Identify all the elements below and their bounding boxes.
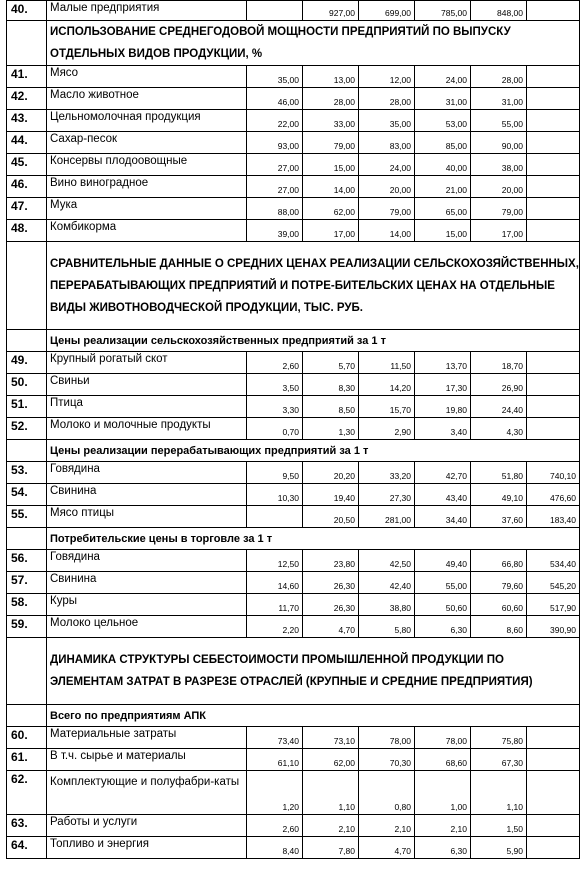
row-label: Вино виноградное	[47, 176, 247, 198]
value-cell: 26,90	[471, 374, 527, 396]
value-cell: 85,00	[415, 132, 471, 154]
value-cell: 14,00	[303, 176, 359, 198]
value-cell: 17,00	[303, 220, 359, 242]
value-cell: 2,10	[303, 815, 359, 837]
row-label: Материальные затраты	[47, 727, 247, 749]
subsection-heading: Цены реализации перерабатывающих предприятий за 1 т	[47, 440, 580, 462]
value-cell: 6,30	[415, 616, 471, 638]
value-cell: 35,00	[359, 110, 415, 132]
value-cell: 53,00	[415, 110, 471, 132]
table-row	[7, 154, 580, 176]
section-header-row	[7, 638, 580, 705]
table-row	[7, 110, 580, 132]
table-row	[7, 352, 580, 374]
value-cell: 4,30	[471, 418, 527, 440]
value-cell: 24,00	[359, 154, 415, 176]
table-row	[7, 572, 580, 594]
value-cell: 19,40	[303, 484, 359, 506]
row-number: 46.	[7, 176, 47, 198]
value-cell: 61,10	[247, 749, 303, 771]
value-cell: 1,10	[471, 771, 527, 815]
value-cell	[527, 396, 580, 418]
value-cell: 2,20	[247, 616, 303, 638]
value-cell: 281,00	[359, 506, 415, 528]
value-cell: 11,50	[359, 352, 415, 374]
table-row	[7, 727, 580, 749]
value-cell: 2,60	[247, 352, 303, 374]
section-header-row	[7, 242, 580, 330]
row-label: Сахар-песок	[47, 132, 247, 154]
row-label: Говядина	[47, 462, 247, 484]
table-row	[7, 749, 580, 771]
value-cell: 18,70	[471, 352, 527, 374]
row-number: 62.	[7, 771, 47, 815]
subsection-heading: Потребительские цены в торговле за 1 т	[47, 528, 580, 550]
row-label: Молоко цельное	[47, 616, 247, 638]
section-heading: ИСПОЛЬЗОВАНИЕ СРЕДНЕГОДОВОЙ МОЩНОСТИ ПРЕДПРИЯТИЙ ПО ВЫПУСКУ ОТДЕЛЬНЫХ ВИДОВ ПРОДУКЦИИ, %	[47, 21, 580, 66]
value-cell: 49,10	[471, 484, 527, 506]
table-row	[7, 132, 580, 154]
value-cell: 55,00	[471, 110, 527, 132]
value-cell: 51,80	[471, 462, 527, 484]
value-cell: 4,70	[303, 616, 359, 638]
value-cell	[527, 198, 580, 220]
row-number: 41.	[7, 66, 47, 88]
row-label: Свиньи	[47, 374, 247, 396]
value-cell	[247, 506, 303, 528]
row-label: Комплектующие и полуфабри-каты	[47, 771, 247, 815]
value-cell: 17,00	[471, 220, 527, 242]
value-cell: 20,00	[359, 176, 415, 198]
table-row	[7, 837, 580, 859]
value-cell: 15,70	[359, 396, 415, 418]
row-number: 61.	[7, 749, 47, 771]
value-cell	[527, 749, 580, 771]
row-label: Малые предприятия	[47, 1, 247, 21]
row-number: 51.	[7, 396, 47, 418]
value-cell: 785,00	[415, 1, 471, 21]
row-number: 64.	[7, 837, 47, 859]
value-cell: 24,40	[471, 396, 527, 418]
row-number: 47.	[7, 198, 47, 220]
blank-cell	[7, 705, 47, 727]
value-cell: 3,50	[247, 374, 303, 396]
value-cell: 15,00	[415, 220, 471, 242]
value-cell: 12,00	[359, 66, 415, 88]
value-cell: 38,80	[359, 594, 415, 616]
value-cell: 79,00	[359, 198, 415, 220]
value-cell	[527, 727, 580, 749]
value-cell: 517,90	[527, 594, 580, 616]
value-cell	[527, 132, 580, 154]
value-cell: 20,50	[303, 506, 359, 528]
row-number: 58.	[7, 594, 47, 616]
value-cell: 33,00	[303, 110, 359, 132]
value-cell: 11,70	[247, 594, 303, 616]
value-cell: 1,00	[415, 771, 471, 815]
value-cell: 12,50	[247, 550, 303, 572]
section-header-row	[7, 21, 580, 66]
value-cell: 60,60	[471, 594, 527, 616]
value-cell	[527, 352, 580, 374]
row-label: Куры	[47, 594, 247, 616]
value-cell	[527, 418, 580, 440]
subsection-header-row	[7, 705, 580, 727]
value-cell: 93,00	[247, 132, 303, 154]
row-label: Комбикорма	[47, 220, 247, 242]
row-number: 45.	[7, 154, 47, 176]
table-row	[7, 462, 580, 484]
table-row	[7, 418, 580, 440]
value-cell: 14,00	[359, 220, 415, 242]
row-number: 57.	[7, 572, 47, 594]
table-row	[7, 220, 580, 242]
value-cell	[527, 88, 580, 110]
value-cell: 8,60	[471, 616, 527, 638]
row-number: 43.	[7, 110, 47, 132]
value-cell: 66,80	[471, 550, 527, 572]
subsection-heading: Всего по предприятиям АПК	[47, 705, 580, 727]
value-cell: 20,20	[303, 462, 359, 484]
subsection-heading: Цены реализации сельскохозяйственных предприятий за 1 т	[47, 330, 580, 352]
row-label: Работы и услуги	[47, 815, 247, 837]
value-cell: 1,30	[303, 418, 359, 440]
value-cell: 79,00	[303, 132, 359, 154]
value-cell: 2,10	[359, 815, 415, 837]
value-cell: 90,00	[471, 132, 527, 154]
value-cell: 476,60	[527, 484, 580, 506]
value-cell: 740,10	[527, 462, 580, 484]
value-cell: 83,00	[359, 132, 415, 154]
row-label: Мясо	[47, 66, 247, 88]
row-label: В т.ч. сырье и материалы	[47, 749, 247, 771]
value-cell: 34,40	[415, 506, 471, 528]
table-row	[7, 374, 580, 396]
value-cell	[247, 1, 303, 21]
value-cell	[527, 837, 580, 859]
value-cell: 8,50	[303, 396, 359, 418]
value-cell: 40,00	[415, 154, 471, 176]
row-number: 44.	[7, 132, 47, 154]
value-cell: 15,00	[303, 154, 359, 176]
value-cell: 27,00	[247, 154, 303, 176]
value-cell: 70,30	[359, 749, 415, 771]
value-cell: 62,00	[303, 198, 359, 220]
value-cell: 4,70	[359, 837, 415, 859]
table-row	[7, 616, 580, 638]
table-row	[7, 198, 580, 220]
value-cell: 33,20	[359, 462, 415, 484]
blank-cell	[7, 440, 47, 462]
row-label: Мука	[47, 198, 247, 220]
blank-cell	[7, 21, 47, 66]
value-cell: 68,60	[415, 749, 471, 771]
blank-cell	[7, 528, 47, 550]
value-cell: 23,80	[303, 550, 359, 572]
value-cell: 24,00	[415, 66, 471, 88]
value-cell: 28,00	[303, 88, 359, 110]
subsection-header-row	[7, 440, 580, 462]
value-cell: 1,50	[471, 815, 527, 837]
value-cell: 55,00	[415, 572, 471, 594]
table-row	[7, 176, 580, 198]
value-cell: 17,30	[415, 374, 471, 396]
row-number: 52.	[7, 418, 47, 440]
value-cell: 9,50	[247, 462, 303, 484]
value-cell: 73,10	[303, 727, 359, 749]
value-cell: 79,00	[471, 198, 527, 220]
row-number: 55.	[7, 506, 47, 528]
value-cell: 13,70	[415, 352, 471, 374]
value-cell: 39,00	[247, 220, 303, 242]
value-cell: 50,60	[415, 594, 471, 616]
value-cell	[527, 374, 580, 396]
value-cell: 28,00	[471, 66, 527, 88]
value-cell: 42,40	[359, 572, 415, 594]
value-cell: 848,00	[471, 1, 527, 21]
value-cell	[527, 154, 580, 176]
table-row	[7, 396, 580, 418]
value-cell: 5,70	[303, 352, 359, 374]
value-cell	[527, 771, 580, 815]
row-label: Масло животное	[47, 88, 247, 110]
value-cell: 78,00	[415, 727, 471, 749]
value-cell: 35,00	[247, 66, 303, 88]
row-label: Говядина	[47, 550, 247, 572]
value-cell: 1,10	[303, 771, 359, 815]
blank-cell	[7, 330, 47, 352]
subsection-header-row	[7, 330, 580, 352]
value-cell: 73,40	[247, 727, 303, 749]
row-label: Птица	[47, 396, 247, 418]
table-row	[7, 594, 580, 616]
value-cell: 927,00	[303, 1, 359, 21]
value-cell: 27,30	[359, 484, 415, 506]
table-row	[7, 66, 580, 88]
subsection-header-row	[7, 528, 580, 550]
blank-cell	[7, 242, 47, 330]
row-label: Молоко и молочные продукты	[47, 418, 247, 440]
value-cell: 19,80	[415, 396, 471, 418]
value-cell: 42,50	[359, 550, 415, 572]
table-row	[7, 815, 580, 837]
table-row	[7, 550, 580, 572]
value-cell: 5,80	[359, 616, 415, 638]
row-label: Свинина	[47, 484, 247, 506]
row-number: 63.	[7, 815, 47, 837]
value-cell: 5,90	[471, 837, 527, 859]
value-cell: 183,40	[527, 506, 580, 528]
value-cell: 75,80	[471, 727, 527, 749]
value-cell: 10,30	[247, 484, 303, 506]
table-row	[7, 88, 580, 110]
value-cell: 26,30	[303, 572, 359, 594]
statistics-table	[6, 0, 580, 859]
row-number: 48.	[7, 220, 47, 242]
value-cell: 545,20	[527, 572, 580, 594]
value-cell	[527, 220, 580, 242]
value-cell	[527, 1, 580, 21]
value-cell: 42,70	[415, 462, 471, 484]
value-cell: 46,00	[247, 88, 303, 110]
row-number: 53.	[7, 462, 47, 484]
value-cell: 67,30	[471, 749, 527, 771]
value-cell: 3,40	[415, 418, 471, 440]
value-cell: 699,00	[359, 1, 415, 21]
value-cell	[527, 176, 580, 198]
row-label: Свинина	[47, 572, 247, 594]
value-cell: 0,80	[359, 771, 415, 815]
value-cell: 2,60	[247, 815, 303, 837]
value-cell: 13,00	[303, 66, 359, 88]
value-cell	[527, 66, 580, 88]
value-cell: 43,40	[415, 484, 471, 506]
value-cell: 26,30	[303, 594, 359, 616]
value-cell: 2,90	[359, 418, 415, 440]
value-cell: 65,00	[415, 198, 471, 220]
row-label: Крупный рогатый скот	[47, 352, 247, 374]
value-cell: 78,00	[359, 727, 415, 749]
section-heading: ДИНАМИКА СТРУКТУРЫ СЕБЕСТОИМОСТИ ПРОМЫШЛЕННОЙ ПРОДУКЦИИ ПО ЭЛЕМЕНТАМ ЗАТРАТ В РАЗРЕЗЕ ОТРАСЛЕЙ (КРУПНЫЕ И СРЕДНИЕ ПРЕДПРИЯТИЯ)	[47, 638, 580, 705]
row-number: 42.	[7, 88, 47, 110]
row-number: 60.	[7, 727, 47, 749]
value-cell: 0,70	[247, 418, 303, 440]
value-cell: 8,30	[303, 374, 359, 396]
table-row	[7, 484, 580, 506]
row-label: Топливо и энергия	[47, 837, 247, 859]
table-row	[7, 1, 580, 21]
value-cell: 38,00	[471, 154, 527, 176]
value-cell: 27,00	[247, 176, 303, 198]
value-cell: 88,00	[247, 198, 303, 220]
row-label: Цельномолочная продукция	[47, 110, 247, 132]
value-cell: 14,60	[247, 572, 303, 594]
value-cell: 31,00	[471, 88, 527, 110]
table-row	[7, 771, 580, 815]
table-row	[7, 506, 580, 528]
value-cell: 1,20	[247, 771, 303, 815]
value-cell	[527, 815, 580, 837]
value-cell: 37,60	[471, 506, 527, 528]
value-cell: 6,30	[415, 837, 471, 859]
row-label: Консервы плодоовощные	[47, 154, 247, 176]
value-cell: 79,60	[471, 572, 527, 594]
row-number: 50.	[7, 374, 47, 396]
value-cell: 3,30	[247, 396, 303, 418]
value-cell: 534,40	[527, 550, 580, 572]
value-cell: 390,90	[527, 616, 580, 638]
value-cell: 28,00	[359, 88, 415, 110]
value-cell	[527, 110, 580, 132]
row-number: 40.	[7, 1, 47, 21]
value-cell: 8,40	[247, 837, 303, 859]
blank-cell	[7, 638, 47, 705]
value-cell: 21,00	[415, 176, 471, 198]
row-number: 54.	[7, 484, 47, 506]
value-cell: 22,00	[247, 110, 303, 132]
value-cell: 49,40	[415, 550, 471, 572]
row-number: 49.	[7, 352, 47, 374]
row-number: 56.	[7, 550, 47, 572]
value-cell: 2,10	[415, 815, 471, 837]
value-cell: 62,00	[303, 749, 359, 771]
row-number: 59.	[7, 616, 47, 638]
value-cell: 20,00	[471, 176, 527, 198]
row-label: Мясо птицы	[47, 506, 247, 528]
section-heading: СРАВНИТЕЛЬНЫЕ ДАННЫЕ О СРЕДНИХ ЦЕНАХ РЕАЛИЗАЦИИ СЕЛЬСКОХОЗЯЙСТВЕННЫХ, ПЕРЕРАБАТЫВАЮЩИХ ПРЕДПРИЯТИЙ И ПОТРЕ-БИТЕЛЬСКИХ ЦЕНАХ НА ОТДЕЛЬНЫЕ ВИДЫ ЖИВОТНОВОДЧЕСКОЙ ПРОДУКЦИИ, ТЫС. РУБ.	[47, 242, 580, 330]
value-cell: 7,80	[303, 837, 359, 859]
value-cell: 31,00	[415, 88, 471, 110]
value-cell: 14,20	[359, 374, 415, 396]
